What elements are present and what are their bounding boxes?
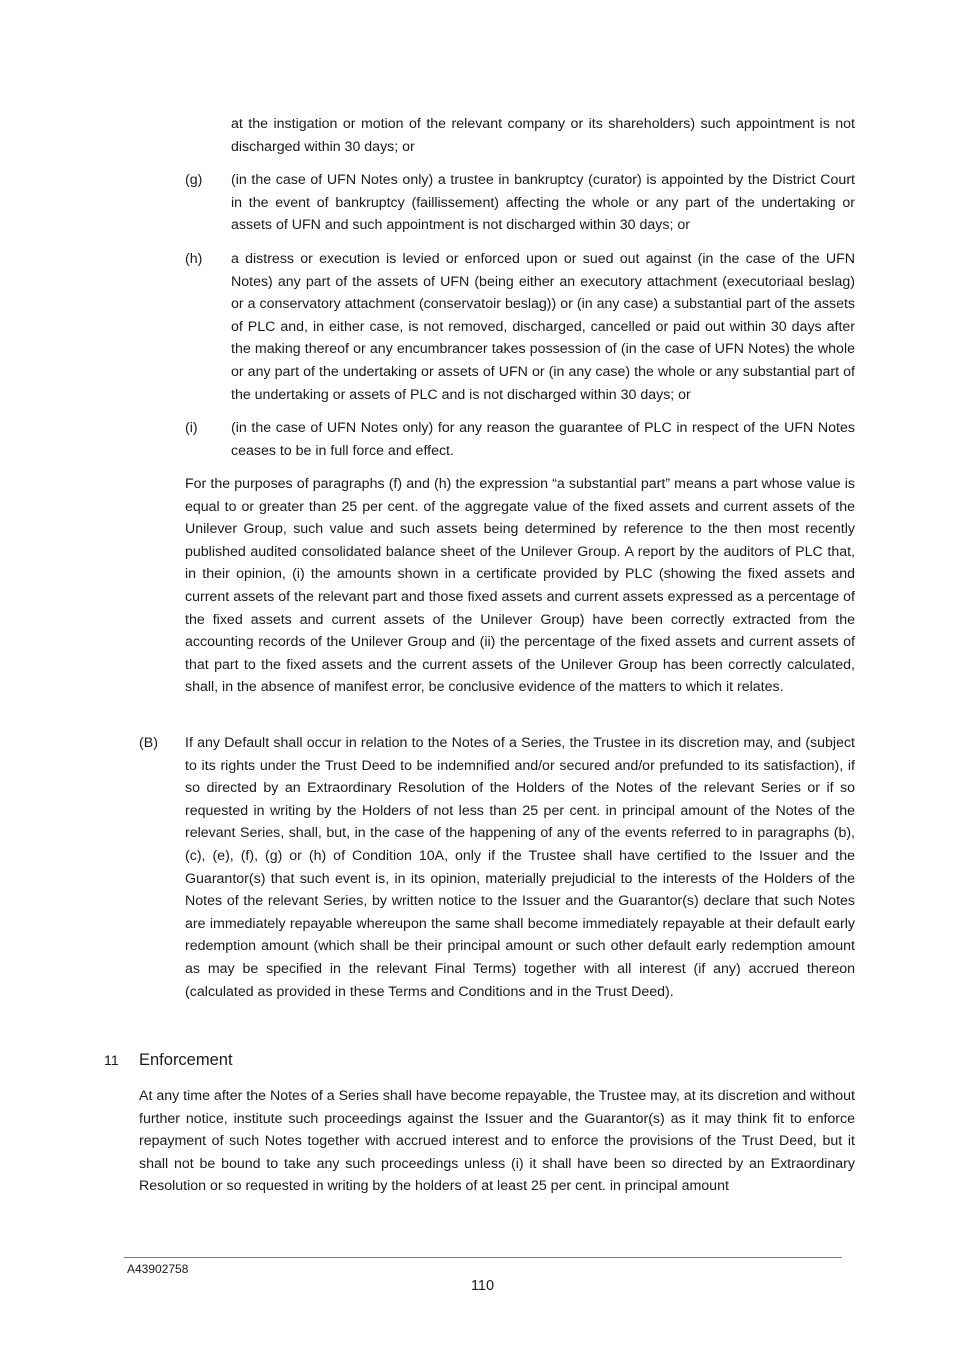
footer-divider [124,1257,842,1258]
item-g-label: (g) [185,172,203,188]
item-g-text: (in the case of UFN Notes only) a trustee in bankruptcy (curator) is appointed by the District Court in the event of bankruptcy (faillissement) affecting the whole or any part of the undertaking or assets of UFN and such appointment is not discharged within 30 days; or [231,172,855,234]
item-h-text: a distress or execution is levied or enforced upon or sued out against (in the case of the UFN Notes) any part of the assets of UFN (being either an executory attachment (executoriaal beslag) or a conservatory attachment (conservatoir beslag)) or (in any case) a substantial part of the assets of PLC and, in either case, is not removed, discharged, cancelled or paid out within 30 days after the making thereof or any encumbrancer takes possession of (in the case of UFN Notes) the whole or any part of the undertaking or assets of UFN or (in any case) the whole or any substantial part of the undertaking or assets of PLC and is not discharged within 30 days; or [231,251,855,403]
page-number: 110 [470,1278,495,1294]
item-i-label: (i) [185,420,198,436]
section-b-text: If any Default shall occur in relation to the Notes of a Series, the Trustee in its discretion may, and (subject to its rights under the Trust Deed to be indemnified and/or secured and/or prefunded to its satisfaction), if so directed by an Extraordinary Resolution of the Holders of the Notes of the relevant Series or if so requested in writing by the Holders of not less than 25 per cent. in principal amount of the Notes of the relevant Series, shall, but, in the case of the happening of any of the events referred to in paragraphs (b), (c), (e), (f), (g) or (h) of Condition 10A, only if the Trustee shall have certified to the Issuer and the Guarantor(s) that such event is, in its opinion, materially prejudicial to the interests of the Holders of the Notes of the relevant Series, by written notice to the Issuer and the Guarantor(s) declare that such Notes are immediately repayable whereupon the same shall become immediately repayable at their default early redemption amount (which shall be their principal amount or such other default early redemption amount as may be specified in the relevant Final Terms) together with all interest (if any) accrued thereon (calculated as provided in these Terms and Conditions and in the Trust Deed). [185,735,855,1000]
section-11-text: At any time after the Notes of a Series shall have become repayable, the Trustee may, at its discretion and without further notice, institute such proceedings against the Issuer and the Guarantor(s) as it may think fit to enforce repayment of such Notes together with accrued interest and to enforce the provisions of the Trust Deed, but it shall not be bound to take any such proceedings unless (i) it shall have been so directed by an Extraordinary Resolution or so requested in writing by the holders of at least 25 per cent. in principal amount [139,1088,855,1195]
continuation-paragraph: at the instigation or motion of the relevant company or its shareholders) such appointment is not discharged within 30 days; or [231,116,855,155]
document-reference: A43902758 [127,1262,189,1276]
item-i-text: (in the case of UFN Notes only) for any reason the guarantee of PLC in respect of the UFN Notes ceases to be in full force and effect. [231,420,855,459]
section-b-label: (B) [139,735,158,751]
substantial-part-paragraph: For the purposes of paragraphs (f) and (h) the expression “a substantial part” means a part whose value is equal to or greater than 25 per cent. of the aggregate value of the fixed assets and current assets of the Unilever Group, such value and such assets being determined by reference to the then most recently published audited consolidated balance sheet of the Unilever Group. A report by the auditors of PLC that, in their opinion, (i) the amounts shown in a certificate provided by PLC (showing the fixed assets and current assets of the relevant part and those fixed assets and current assets expressed as a percentage of the fixed assets and current assets of the Unilever Group) have been correctly extracted from the accounting records of the Unilever Group and (ii) the percentage of the fixed assets and current assets of that part to the fixed assets and the current assets of the Unilever Group has been correctly calculated, shall, in the absence of manifest error, be conclusive evidence of the matters to which it relates. [185,476,855,696]
item-h-label: (h) [185,251,203,267]
section-11-title: Enforcement [139,1051,233,1069]
section-11-number: 11 [104,1053,119,1069]
